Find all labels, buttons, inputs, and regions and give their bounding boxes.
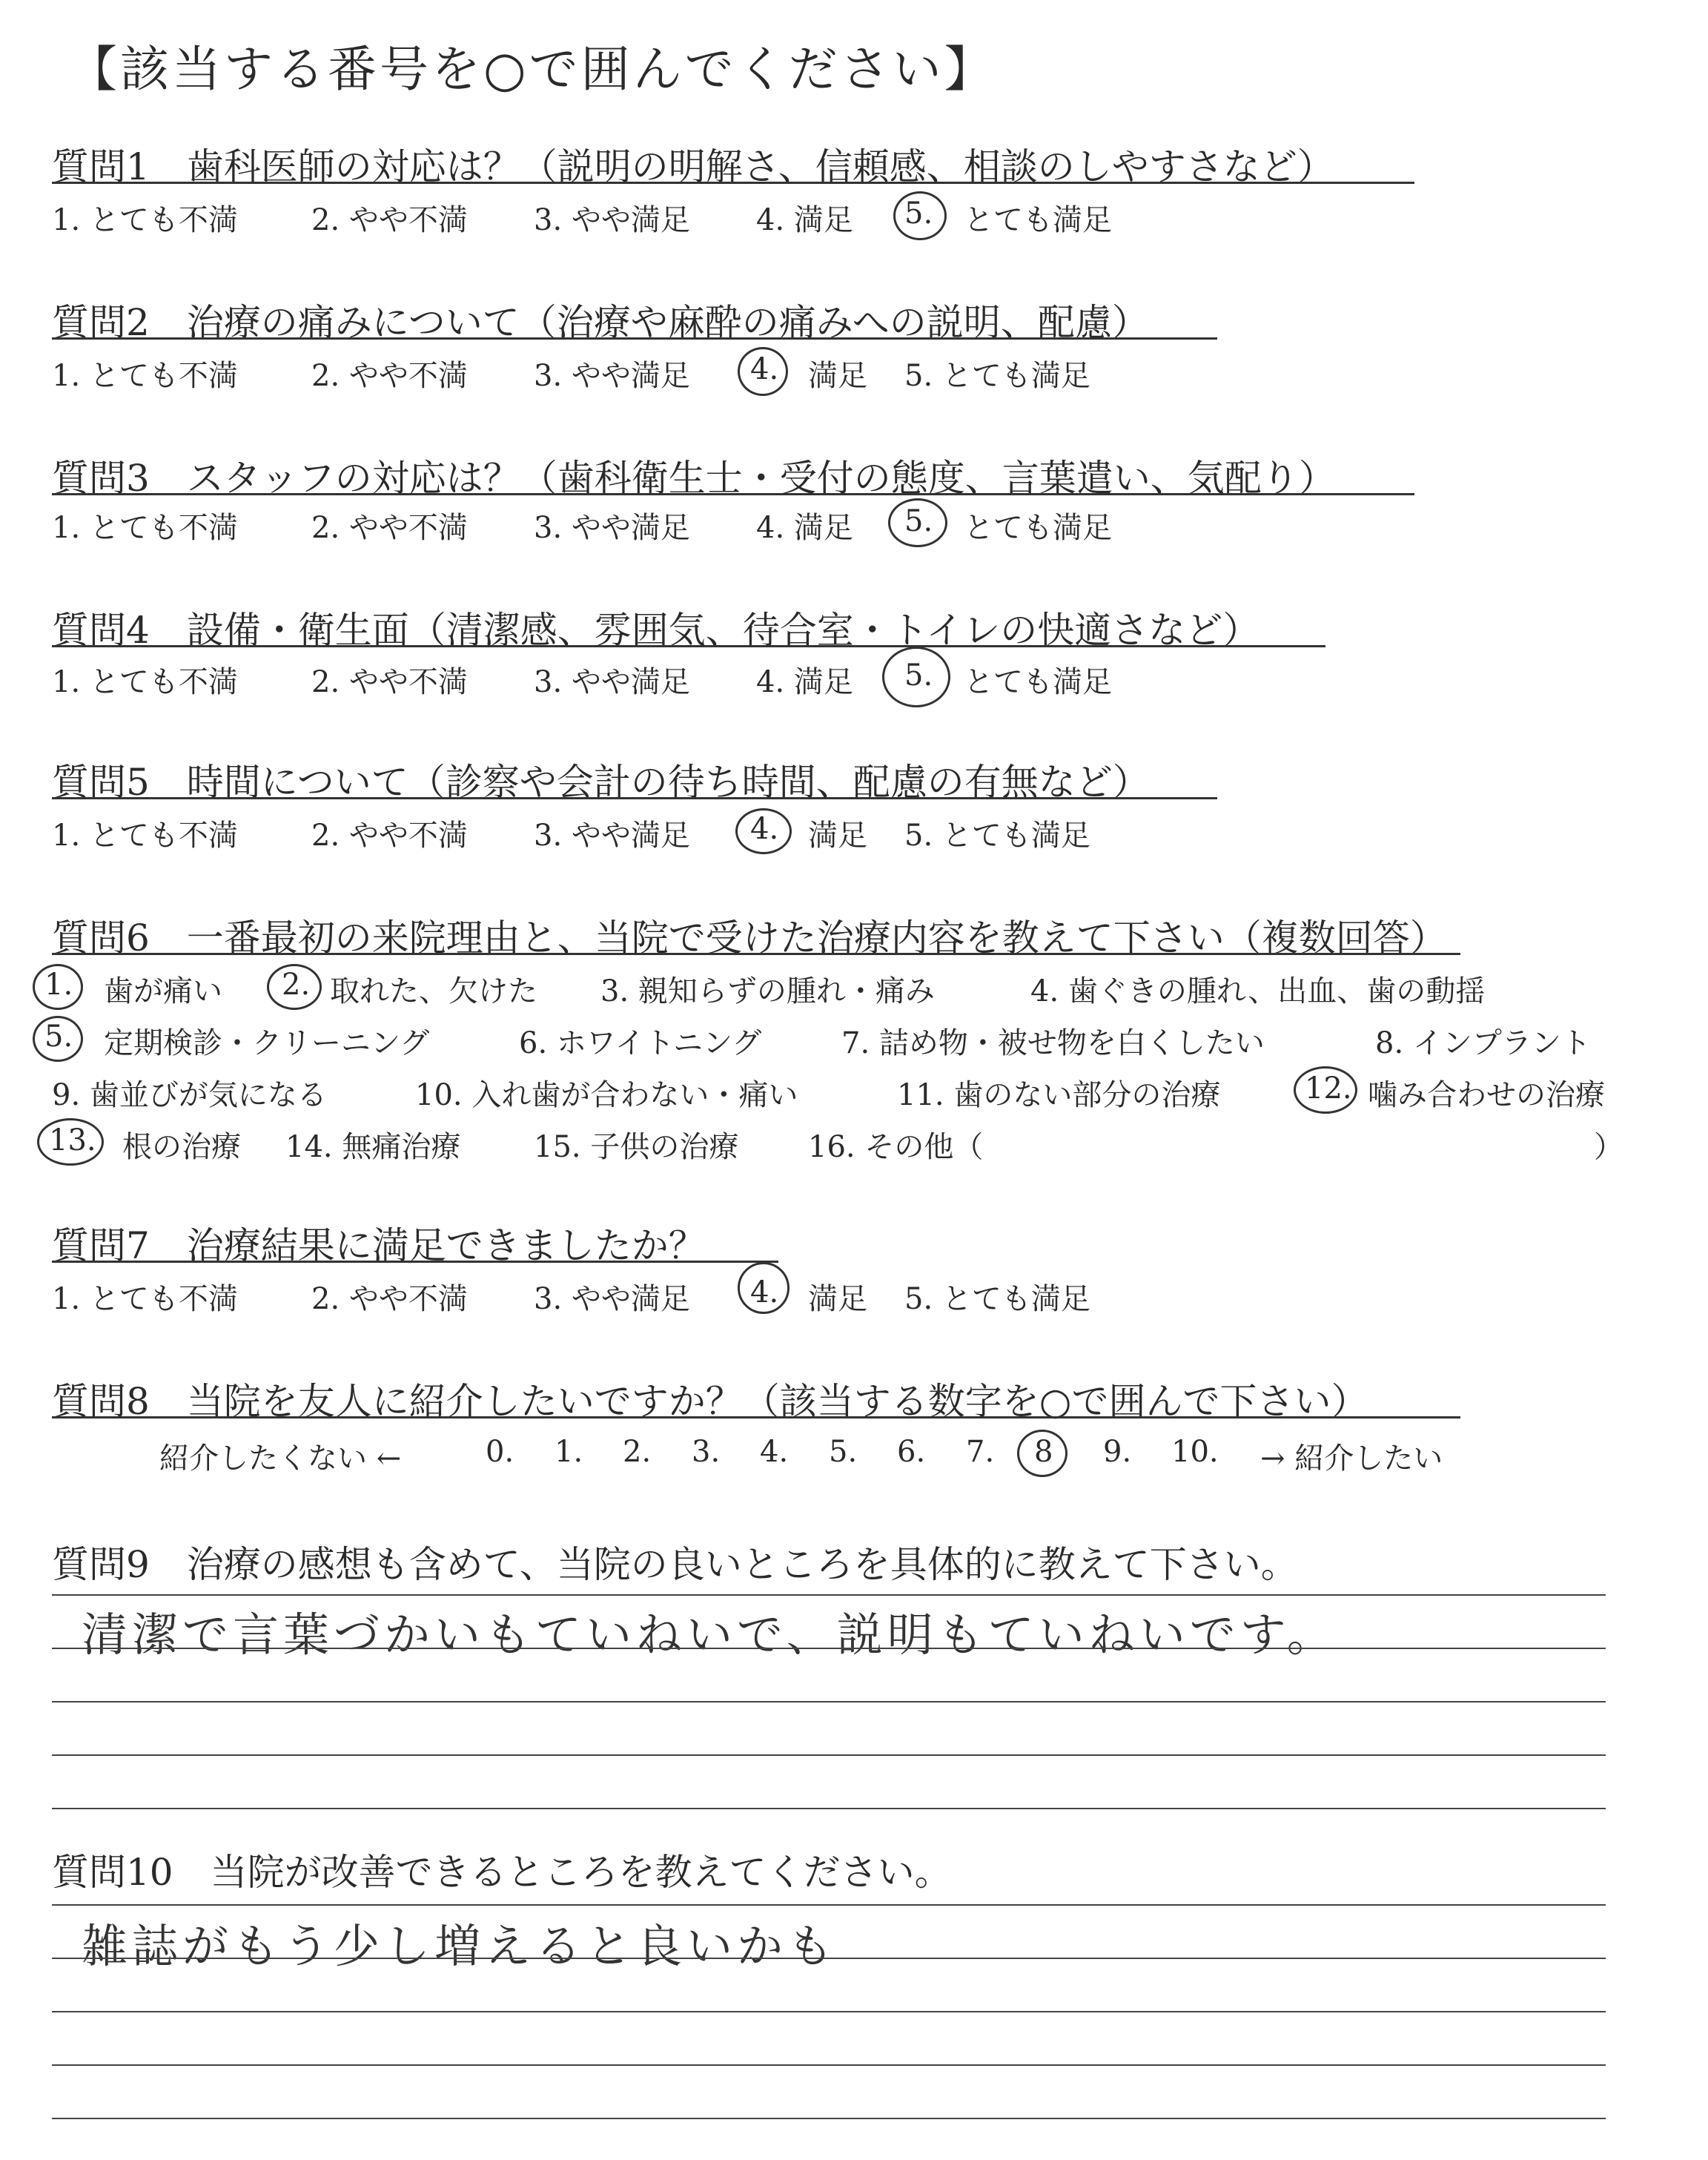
q1-option-1[interactable]: 1. とても不満	[52, 203, 238, 237]
q2-option-5[interactable]: 5. とても満足	[904, 359, 1090, 393]
q3-option-3[interactable]: 3. やや満足	[534, 511, 690, 545]
selected-circle	[738, 1262, 790, 1314]
q5-option-1[interactable]: 1. とても不満	[52, 819, 238, 853]
q4-option-1[interactable]: 1. とても不満	[52, 665, 238, 699]
q8-option-0[interactable]: 0.	[486, 1435, 514, 1469]
selected-circle	[893, 191, 947, 240]
question-6-label: 質問6 一番最初の来院理由と、当院で受けた治療内容を教えて下さい（複数回答）	[52, 916, 1447, 960]
selected-circle	[33, 964, 83, 1010]
q8-option-1[interactable]: 1.	[555, 1435, 583, 1469]
q4-option-4[interactable]: 4. 満足	[756, 665, 853, 699]
question-8-label: 質問8 当院を友人に紹介したいですか？（該当する数字を○で囲んで下さい）	[52, 1380, 1368, 1423]
q6-option-9[interactable]: 9. 歯並びが気になる	[52, 1078, 327, 1112]
question-4-label: 質問4 設備・衛生面（清潔感、雰囲気、待合室・トイレの快適さなど）	[52, 609, 1260, 652]
q7-option-2[interactable]: 2. やや不満	[311, 1282, 468, 1316]
q5-option-4[interactable]: 4.	[750, 812, 779, 846]
q2-option-4[interactable]: 4.	[750, 352, 779, 386]
answer-line	[52, 1904, 1606, 1906]
q5-option-3[interactable]: 3. やや満足	[534, 819, 690, 853]
question-3-label: 質問3 スタッフの対応は？（歯科衛生士・受付の態度、言葉遣い、気配り）	[52, 457, 1336, 500]
q6-option-7[interactable]: 7. 詰め物・被せ物を白くしたい	[841, 1026, 1265, 1060]
q6-option-3[interactable]: 3. 親知らずの腫れ・痛み	[600, 974, 935, 1008]
underline	[52, 1416, 1460, 1418]
q2-option-3[interactable]: 3. やや満足	[534, 359, 690, 393]
q5-option-2[interactable]: 2. やや不満	[311, 819, 468, 853]
q8-option-2[interactable]: 2.	[623, 1435, 652, 1469]
q5-option-4-label: 満足	[808, 819, 867, 853]
q8-option-6[interactable]: 6.	[897, 1435, 926, 1469]
q4-option-5[interactable]: 5.	[904, 658, 933, 693]
selected-circle	[267, 964, 322, 1010]
q2-option-2[interactable]: 2. やや不満	[311, 359, 468, 393]
q6-option-13-label: 根の治療	[122, 1130, 241, 1164]
selected-circle	[37, 1118, 104, 1166]
q6-option-16-close: ）	[1594, 1130, 1623, 1164]
question-1-label: 質問1 歯科医師の対応は？（説明の明解さ、信頼感、相談のしやすさなど）	[52, 145, 1334, 188]
q8-option-10[interactable]: 10.	[1171, 1435, 1219, 1469]
underline	[52, 953, 1460, 955]
answer-line	[52, 1958, 1606, 1959]
q6-option-5-label: 定期検診・クリーニング	[104, 1026, 430, 1060]
q6-option-8[interactable]: 8. インプラント	[1375, 1026, 1591, 1060]
q2-option-1[interactable]: 1. とても不満	[52, 359, 238, 393]
q6-option-1[interactable]: 1.	[44, 968, 73, 1002]
q1-option-5[interactable]: 5.	[904, 196, 933, 231]
q4-option-3[interactable]: 3. やや満足	[534, 665, 690, 699]
underline	[52, 182, 1414, 184]
q6-option-6[interactable]: 6. ホワイトニング	[519, 1026, 762, 1060]
q6-option-2-label: 取れた、欠けた	[330, 974, 537, 1008]
underline	[52, 645, 1325, 647]
question-9-label: 質問9 治療の感想も含めて、当院の良いところを具体的に教えて下さい。	[52, 1543, 1298, 1586]
answer-line	[52, 1594, 1606, 1596]
q7-option-3[interactable]: 3. やや満足	[534, 1282, 690, 1316]
q7-option-1[interactable]: 1. とても不満	[52, 1282, 238, 1316]
q8-option-9[interactable]: 9.	[1103, 1435, 1132, 1469]
q8-option-7[interactable]: 7.	[966, 1435, 995, 1469]
page-title: 【該当する番号を○で囲んでください】	[68, 41, 996, 98]
answer-line	[52, 1808, 1606, 1809]
q8-option-8[interactable]: 8	[1034, 1435, 1053, 1469]
question-10-label: 質問10 当院が改善できるところを教えてください。	[52, 1851, 952, 1894]
q8-option-5[interactable]: 5.	[829, 1435, 858, 1469]
q6-option-2[interactable]: 2.	[282, 968, 311, 1002]
q6-option-14[interactable]: 14. 無痛治療	[285, 1130, 461, 1164]
q3-option-1[interactable]: 1. とても不満	[52, 511, 238, 545]
q9-handwritten-answer[interactable]: 清潔で言葉づかいもていねいで、説明もていねいです。	[82, 1608, 1337, 1662]
q10-handwritten-answer[interactable]: 雑誌がもう少し増えると良いかも	[82, 1919, 838, 1973]
selected-circle	[882, 647, 950, 707]
answer-line	[52, 1754, 1606, 1756]
answer-line	[52, 1648, 1606, 1649]
q6-option-10[interactable]: 10. 入れ歯が合わない・痛い	[415, 1078, 798, 1112]
selected-circle	[33, 1016, 83, 1062]
selected-circle	[1294, 1066, 1357, 1114]
question-7-label: 質問7 治療結果に満足できましたか？	[52, 1224, 706, 1267]
q1-option-4[interactable]: 4. 満足	[756, 203, 853, 237]
answer-line	[52, 2011, 1606, 2012]
selected-circle	[738, 347, 788, 396]
q7-option-4[interactable]: 4.	[750, 1275, 779, 1309]
q6-option-15[interactable]: 15. 子供の治療	[534, 1130, 739, 1164]
scale-right-label: → 紹介したい	[1260, 1441, 1443, 1476]
q3-option-2[interactable]: 2. やや不満	[311, 511, 468, 545]
q1-option-2[interactable]: 2. やや不満	[311, 203, 468, 237]
answer-line	[52, 1701, 1606, 1702]
selected-circle	[735, 808, 792, 854]
q1-option-5-label: とても満足	[964, 203, 1112, 237]
q6-option-12-label: 噛み合わせの治療	[1368, 1078, 1605, 1112]
q6-option-13[interactable]: 13.	[49, 1123, 96, 1157]
q3-option-5-label: とても満足	[964, 511, 1112, 545]
q1-option-3[interactable]: 3. やや満足	[534, 203, 690, 237]
q3-option-5[interactable]: 5.	[904, 504, 933, 538]
question-2-label: 質問2 治療の痛みについて（治療や麻酔の痛みへの説明、配慮）	[52, 301, 1149, 344]
answer-line	[52, 2118, 1606, 2119]
underline	[52, 493, 1414, 495]
q6-option-12[interactable]: 12.	[1305, 1071, 1352, 1106]
scale-left-label: 紹介したくない ←	[159, 1441, 402, 1476]
q6-option-5[interactable]: 5.	[44, 1020, 73, 1054]
q4-option-2[interactable]: 2. やや不満	[311, 665, 468, 699]
q6-option-4[interactable]: 4. 歯ぐきの腫れ、出血、歯の動揺	[1030, 974, 1486, 1008]
selected-circle	[888, 498, 947, 547]
q5-option-5[interactable]: 5. とても満足	[904, 819, 1090, 853]
underline	[52, 797, 1217, 799]
q4-option-5-label: とても満足	[964, 665, 1112, 699]
q2-option-4-label: 満足	[808, 359, 867, 393]
q7-option-4-label: 満足	[808, 1282, 867, 1316]
question-5-label: 質問5 時間について（診察や会計の待ち時間、配慮の有無など）	[52, 761, 1150, 804]
q7-option-5[interactable]: 5. とても満足	[904, 1282, 1090, 1316]
answer-line	[52, 2064, 1606, 2066]
q6-option-11[interactable]: 11. 歯のない部分の治療	[897, 1078, 1221, 1112]
q6-option-1-label: 歯が痛い	[104, 974, 222, 1008]
q8-option-3[interactable]: 3.	[692, 1435, 721, 1469]
underline	[52, 1261, 778, 1263]
q6-option-16[interactable]: 16. その他（	[808, 1130, 984, 1164]
underline	[52, 337, 1217, 340]
selected-circle	[1017, 1430, 1068, 1477]
q3-option-4[interactable]: 4. 満足	[756, 511, 853, 545]
q8-option-4[interactable]: 4.	[760, 1435, 789, 1469]
